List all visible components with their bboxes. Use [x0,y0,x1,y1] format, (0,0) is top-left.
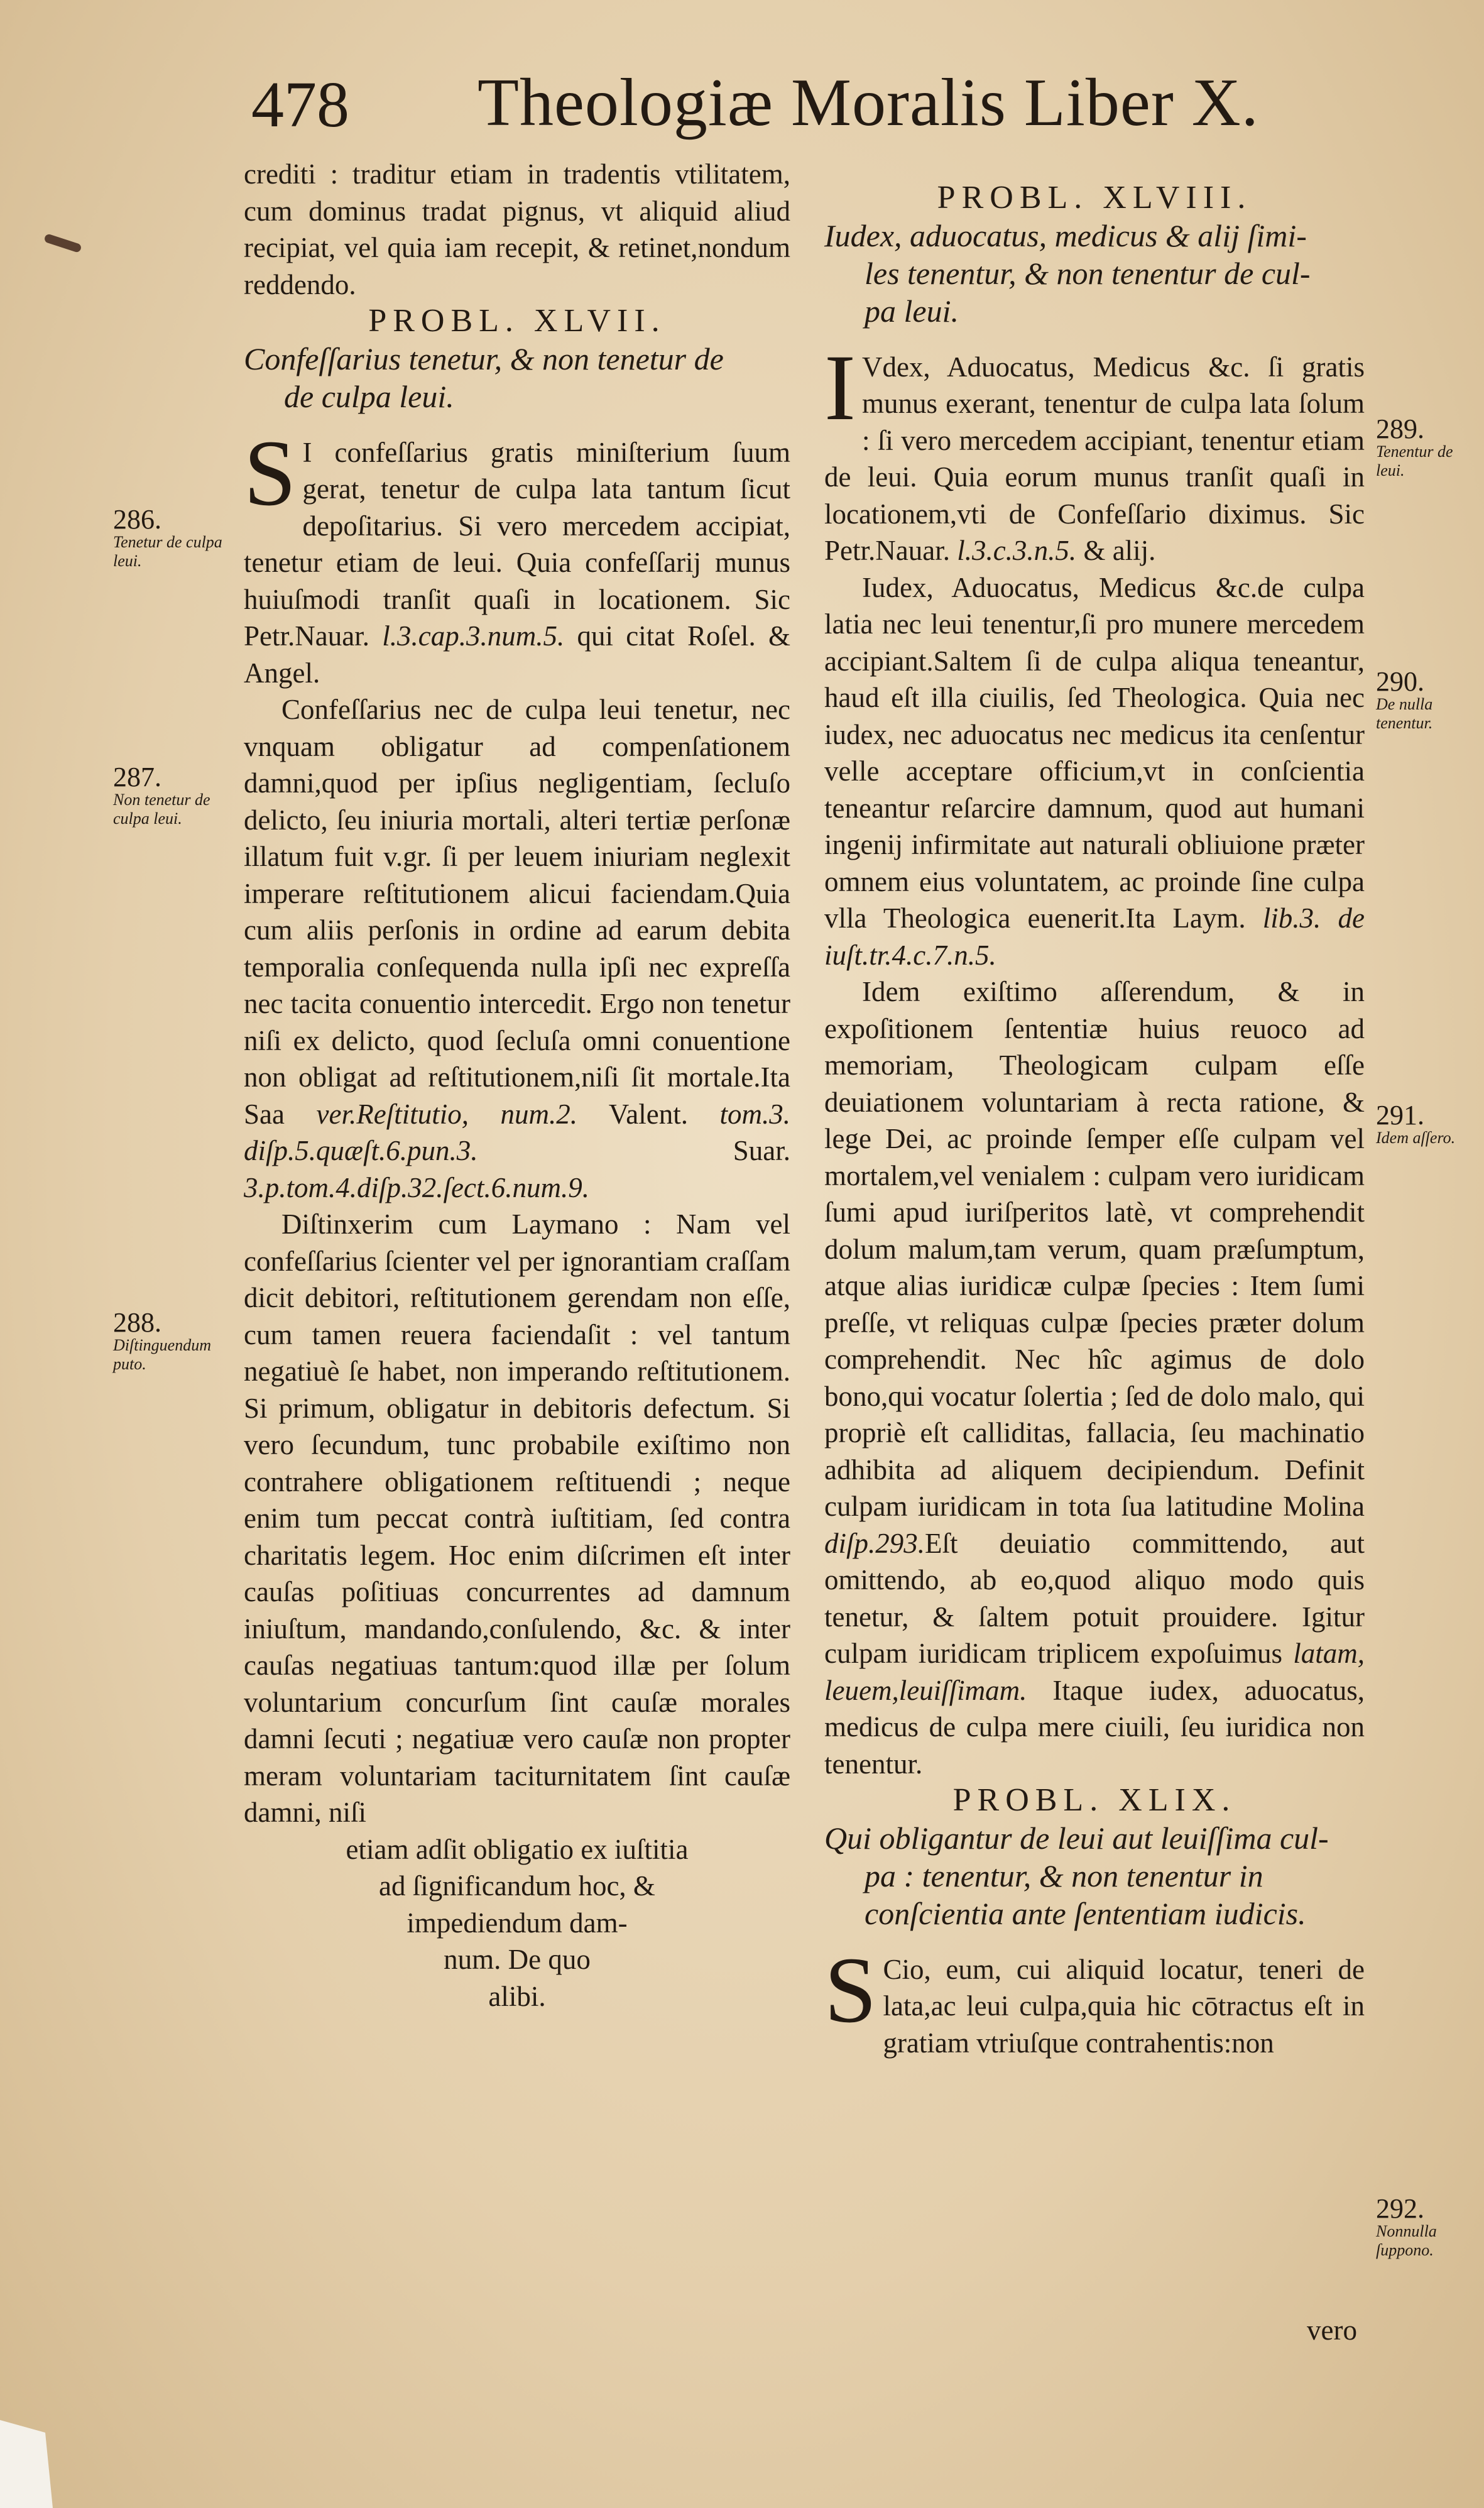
drop-cap: I [824,335,856,440]
problem-title-48: Iudex, aduocatus, medicus & alij ſimi- les tenentur, & non tenentur de cul- pa leui. [824,217,1311,329]
paragraph-288: Diſtinxerim cum Laymano : Nam vel confeſſarius ſcienter vel per ignorantiam craſſam dicit debitori, reſtitutionem gerendam non eſſe, cum tamen reuera faciendaſit : vel tantum negatiuè ſe habet, non imperando reſtitutionem. Si primum, obligatur in debitoris defectum. Si vero ſecundum, tunc probabile exiſtimo non contrahere obligationem reſtituendi ; neque enim tum peccat contrà iuſtitiam, ſed contra charitatis legem. Hoc enim diſcrimen eſt inter cauſas poſitiuas concurrentes ad damnum iniuſtum, mandando,conſulendo, &c. & inter cauſas negatiuas tantum:quod illæ per ſolum voluntarium concurſum ſint cauſæ morales damni ſecuti ; negatiuæ vero cauſæ non propter meram voluntariam taciturnitatem ſint cauſæ damni, niſi [244,1208,790,1828]
problem-title-49: Qui obligantur de leui aut leuiſſima cul- pa : tenentur, & non tenentur in conſcientia ante ſententiam iudicis. [824,1820,1329,1931]
ink-mark [43,233,82,253]
paragraph-290: Iudex, Aduocatus, Medicus &c.de culpa latia nec leui tenentur,ſi pro munere mercedem accipiant.Saltem ſi de culpa aliqua teneantur, haud eſt illa ciuilis, ſed Theologica. Quia nec iudex, nec aduocatus nec medicus ita cenſentur velle acceptare officium,vt in conſcientia teneantur reſarcire damnum, quod aut humani ingenij infirmitate aut naturali obliuione præter omnem eius voluntatem, ac proinde ſine culpa vlla Theologica euenerit.Ita Laym. lib.3. de iuſt.tr.4.c.7.n.5. [824,571,1365,971]
margin-note-290: 290. De nulla tenentur. [1376,666,1433,732]
citation: latam, leuem,leuiſſimam. [824,1638,1365,1706]
citation: lib.3. de iuſt.tr.4.c.7.n.5. [824,902,1365,971]
paragraph-291: Idem exiſtimo aſſerendum, & in expoſitionem ſententiæ huius reuoco ad memoriam, Theologicam culpam eſſe deuiationem voluntariam à recta ratione, & lege Dei, ac proinde ſemper eſſe culpam vel mortalem,vel venialem : culpam vero iuridicam ſumi apud iuriſperitos latè, vt comprehendit dolum malum,tam verum, quam præſumptum, atque alias iuridicæ culpæ ſpecies : Item ſumi preſſe, vt reliquas culpæ ſpecies præter dolum comprehendit. Nec hîc agimus de dolo bono,qui vocatur ſolertia ; ſed de dolo malo, qui propriè eſt calliditas, fallacia, ſeu machinatio adhibita ad aliquem decipiendum. Definit culpam iuridicam in tota ſua latitudine Molina diſp.293.Eſt deuiatio committendo, aut omittendo, ab eo,quod aliquo modo quis tenetur, & ſaltem potuit prouidere. Igitur culpam iuridicam triplicem expoſuimus latam, leuem,leuiſſimam. Itaque iudex, aduocatus, medicus de culpa mere ciuili, ſeu iuridica non tenentur. [824,976,1365,1780]
problem-heading-47: PROBL. XLVII. [368,303,666,339]
margin-note-288: 288. Diſtinguendum puto. [113,1307,211,1373]
running-title: Theologiæ Moralis Liber X. [477,65,1259,140]
catchword: vero [1307,2314,1357,2346]
problem-title-47-line1: Confeſſarius tenetur, & non tenetur de [244,341,724,376]
citation: diſp.293. [824,1527,925,1559]
right-column [824,176,1365,2061]
page-number: 478 [251,68,349,141]
torn-corner [0,2382,75,2508]
margin-note-291: 291. Idem aſſero. [1376,1100,1456,1147]
left-column [244,156,790,2015]
tailpiece-taper: etiam adſit obligatio ex iuſtitia ad ſignificandum hoc, & impediendum dam- num. De quo alibi. [346,1833,689,2012]
citation: ver.Reſtitutio, num.2. [316,1098,578,1130]
paragraph-292: S Cio, eum, cui aliquid locatur, teneri de lata,ac leui culpa,quia hic cōtractus eſt in gratiam vtriuſque contrahentis:non [824,1937,1365,2059]
margin-note-286: 286. Tenetur de culpa leui. [113,504,222,570]
continuation-text: crediti : traditur etiam in tradentis vtilitatem, cum dominus tradat pignus, vt aliquid aliud recipiat, vel quia iam recepit, & retinet,nondum reddendo. [244,158,790,300]
citation: 3.p.tom.4.diſp.32.ſect.6.num.9. [244,1171,589,1203]
drop-cap: S [824,1937,877,2042]
paragraph-286: S I confeſſarius gratis miniſterium ſuum gerat, tenetur de culpa lata tantum ſicut depoſitarius. Si vero mercedem accipiat, tenetur etiam de leui. Quia confeſſarij munus huiuſmodi tranſit quaſi in locationem. Sic Petr.Nauar. l.3.cap.3.num.5. qui citat Roſel. & Angel. [244,420,791,689]
paragraph-287: Confeſſarius nec de culpa leui tenetur, nec vnquam obligatur ad compenſationem damni,quod per ipſius negligentiam, ſecluſo delicto, ſeu iniuria mortali, alteri tertiæ perſonæ illatum fuit v.gr. ſi per leuem iniuriam neglexit imperare reſtitutionem alicui faciendam.Quia cum aliis perſonis in ordine ad earum debita temporalia conſequenda nulla ipſi nec expreſſa nec tacita conuentio intercedit. Ergo non tenetur niſi ex delicto, quod ſecluſa omni conuentione non obligat ad reſtitutionem,niſi ſit mortale.Ita Saa ver.Reſtitutio, num.2. Valent. tom.3. diſp.5.quæſt.6.pun.3. Suar. 3.p.tom.4.diſp.32.ſect.6.num.9. [244,694,791,1203]
margin-note-289: 289. Tenentur de leui. [1376,413,1453,479]
citation: l.3.c.3.n.5. [957,535,1077,566]
problem-heading-48: PROBL. XLVIII. [937,180,1252,216]
margin-note-287: 287. Non tenetur de culpa leui. [113,762,210,828]
citation: tom.3. diſp.5.quæſt.6.pun.3. [244,1098,791,1166]
citation: l.3.cap.3.num.5. [382,620,565,652]
problem-title-47 [244,340,790,415]
problem-heading-49: PROBL. XLIX. [952,1782,1236,1818]
problem-title-47-line2: de culpa leui. [284,378,454,414]
drop-cap: S [244,420,297,525]
paragraph-289: I Vdex, Aduocatus, Medicus &c. ſi gratis munus exerant, tenentur de culpa lata ſolum : ſi vero mercedem accipiant, tenentur etiam de leui. Quia eorum munus tranſit quaſi in locationem,vti de Confeſſario diximus. Sic Petr.Nauar. l.3.c.3.n.5. & alij. [824,335,1365,566]
margin-note-292: 292. Nonnulla ſuppono. [1376,2193,1437,2259]
